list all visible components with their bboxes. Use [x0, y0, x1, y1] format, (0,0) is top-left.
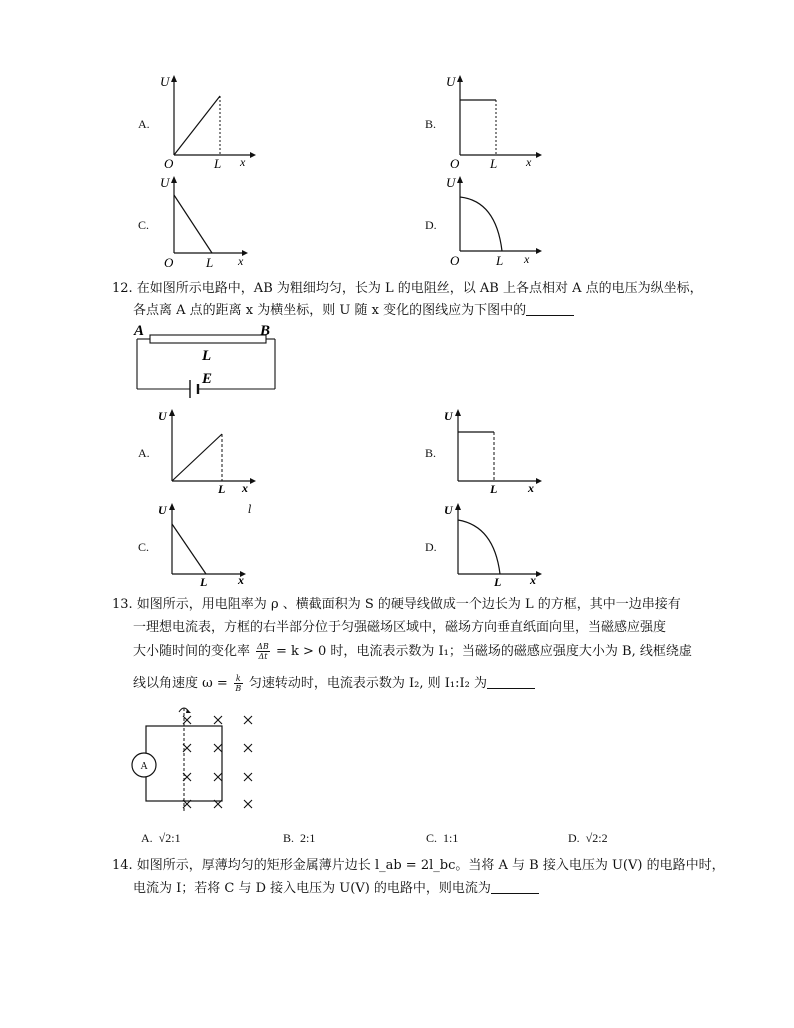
option-d-label: D. — [425, 218, 437, 232]
q13-text-line2: 一理想电流表，方框的右半部分位于匀强磁场区域中，磁场方向垂直纸面向里，当磁感应强度 — [133, 620, 667, 635]
ammeter-label: A — [140, 761, 148, 772]
q12-option-d-label: D. — [425, 540, 437, 554]
q12-option-c-label: C. — [138, 540, 150, 554]
answer-blank — [487, 676, 535, 689]
q12-graph-d-curve — [438, 500, 548, 588]
length-label: L — [214, 156, 222, 168]
q13-loop-diagram — [128, 702, 268, 820]
fraction-db-dt: $\frac{\Delta B}{\Delta t}$ — [257, 642, 269, 661]
q13-choice-c[interactable]: C. 1:1 — [426, 831, 459, 845]
emf-label: E — [202, 371, 213, 387]
origin-label: O — [164, 255, 174, 269]
graph-b-constant — [438, 72, 548, 168]
q14-text-line1: 14. 如图所示，厚薄均匀的矩形金属薄片边长 l_ab = 2l_bc。当将 A 与 B 接入电压为 U(V) 的电路中时， — [112, 858, 725, 873]
option-b-label: B. — [425, 117, 437, 131]
wire-length-label: L — [202, 348, 212, 364]
q12-graph-b-constant — [438, 406, 548, 496]
q12-option-b-label: B. — [425, 446, 437, 460]
y-axis-label: U — [158, 409, 167, 423]
length-label: L — [496, 253, 504, 268]
y-axis-label: U — [160, 175, 170, 190]
q12-graph-c-decreasing — [152, 500, 262, 588]
length-label: L — [490, 156, 498, 168]
length-label: L — [494, 575, 502, 588]
answer-blank — [526, 303, 574, 316]
q12-circuit-diagram — [132, 322, 282, 402]
fraction-k-b: $\frac{k}{B}$ — [235, 674, 242, 693]
answer-blank — [491, 881, 539, 894]
origin-label: O — [450, 253, 460, 268]
origin-label: O — [450, 156, 460, 168]
stray-mark: l — [248, 503, 252, 516]
x-axis-label: x — [240, 155, 246, 168]
origin-label: O — [164, 156, 174, 168]
point-b-label: B — [260, 323, 271, 339]
x-axis-label: x — [238, 254, 244, 268]
q13-text-line1: 13. 如图所示，用电阻率为 ρ 、横截面积为 S 的硬导线做成一个边长为 L 的方框，其中一边串接有 — [112, 597, 681, 612]
length-label: L — [200, 575, 208, 588]
x-axis-label: x — [242, 481, 248, 495]
point-a-label: A — [134, 323, 145, 339]
q13-choice-d[interactable]: D. √2:2 — [568, 831, 608, 845]
q13-text-line4: 线以角速度 ω = $\frac{k}{B}$ 匀速转动时，电流表示数为 I₂, 则 I₁:I₂ 为 — [133, 674, 535, 693]
magnetic-field-crosses — [183, 716, 252, 808]
y-axis-label: U — [160, 74, 170, 89]
q12-text-line2: 各点离 A 点的距离 x 为横坐标，则 U 随 x 变化的图线应为下图中的 — [133, 302, 574, 320]
x-axis-label: x — [524, 252, 530, 266]
q13-choice-a[interactable]: A. √2:1 — [141, 831, 181, 845]
q13-choice-b[interactable]: B. 2:1 — [283, 831, 316, 845]
y-axis-label: U — [446, 74, 456, 89]
q13-text-line3: 大小随时间的变化率 $\frac{\Delta B}{\Delta t}$ = k > 0 时，电流表示数为 I₁；当磁场的磁感应强度大小为 B, 线框绕虚 — [133, 642, 692, 661]
option-c-label: C. — [138, 218, 150, 232]
length-label: L — [490, 482, 498, 496]
q12-text-line1: 12. 在如图所示电路中，AB 为粗细均匀，长为 L 的电阻丝，以 AB 上各点相对 A 点的电压为纵坐标， — [112, 281, 703, 296]
length-label: L — [206, 255, 214, 269]
x-axis-label: x — [526, 155, 532, 168]
q12-option-a-label: A. — [138, 446, 150, 460]
graph-d-curve — [438, 173, 548, 269]
x-axis-label: x — [528, 481, 534, 495]
y-axis-label: U — [158, 503, 167, 517]
option-a-label: A. — [138, 117, 150, 131]
q12-graph-a-linear — [152, 406, 262, 496]
graph-c-decreasing — [152, 173, 262, 269]
length-label: L — [218, 482, 226, 496]
graph-a-linear — [152, 72, 262, 168]
y-axis-label: U — [446, 175, 456, 190]
y-axis-label: U — [444, 503, 453, 517]
x-axis-label: x — [530, 573, 536, 587]
y-axis-label: U — [444, 409, 453, 423]
x-axis-label: x — [238, 573, 244, 587]
q14-text-line2: 电流为 I；若将 C 与 D 接入电压为 U(V) 的电路中，则电流为 — [133, 880, 539, 898]
